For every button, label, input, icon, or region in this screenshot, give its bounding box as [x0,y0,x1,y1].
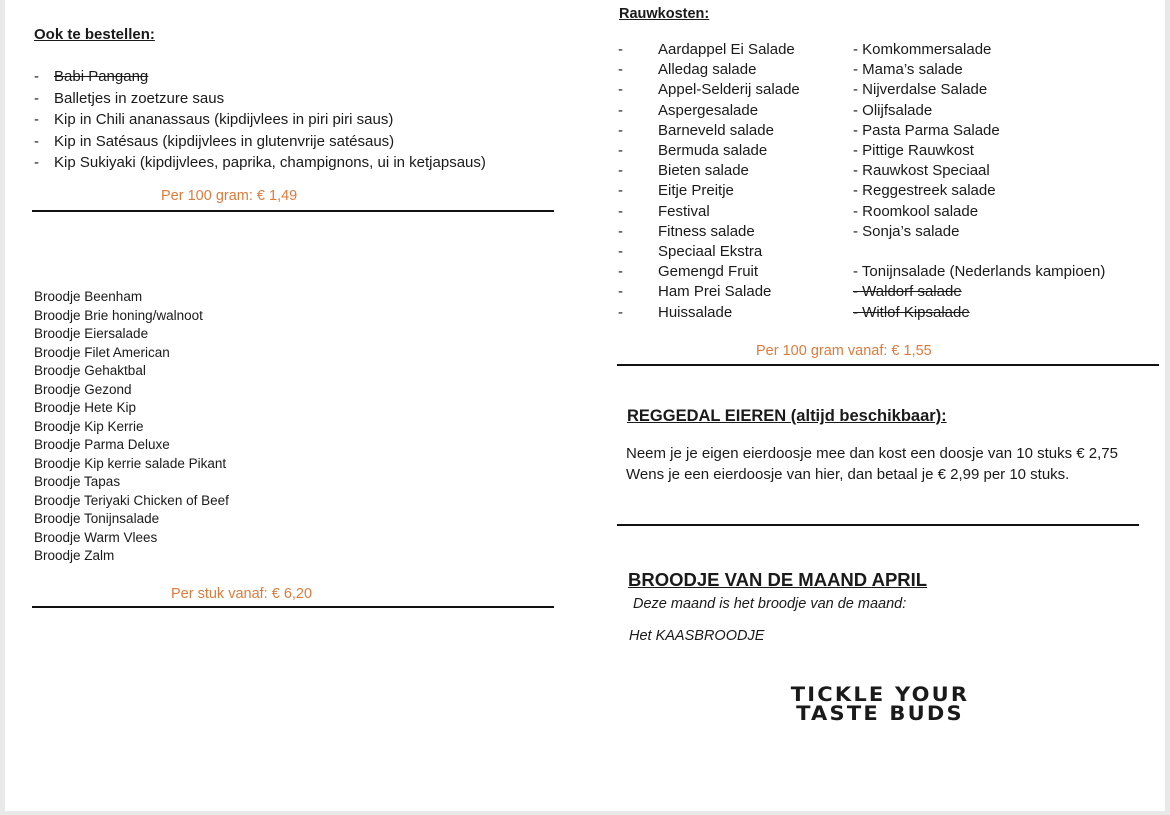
ook-item-text: Kip Sukiyaki (kipdijvlees, paprika, champignons, ui in ketjapsaus) [54,154,486,172]
rauwkost-dash: - [618,61,623,79]
ook-item [34,152,486,174]
rauwkost-item: Aardappel Ei Salade [658,41,795,58]
broodje-item: Broodje Tapas [34,474,121,489]
ook-item-dash: - [34,111,39,129]
rauwkost-dash: - [618,142,623,160]
ook-item-dash: - [34,89,39,107]
ook-item [34,88,486,110]
rauwkost-item: Bieten salade [658,162,749,180]
ook-item-text: Babi Pangang [54,68,149,85]
broodje-item: Broodje Zalm [34,548,115,563]
rauwkost-item: - Pasta Parma Salade [853,121,1000,139]
tickle-line-1: TICKLE YOUR [790,683,970,706]
maand-heading: BROODJE VAN DE MAAND APRIL [628,569,928,590]
broodje-item: Broodje Kip Kerrie [34,418,144,434]
rauwkosten-left-list [658,40,800,323]
rauwkosten-dashes [618,40,623,323]
broodje-item: Broodje Kip kerrie salade Pikant [34,455,227,471]
rauwkost-dash: - [618,222,623,240]
rauwkost-dash: - [618,303,623,321]
rauwkost-item: - Rauwkost Speciaal [853,162,990,180]
broodje-item: Broodje Hete Kip [34,400,137,415]
rauwkost-item: Aspergesalade [658,101,759,119]
rauwkost-item: Barneveld salade [658,121,774,139]
rauwkosten-price: Per 100 gram vanaf: € 1,55 [756,343,932,359]
broodje-item: Broodje Parma Deluxe [34,437,170,452]
broodje-item: Broodje Tonijnsalade [34,511,160,526]
maand-line-1: Deze maand is het broodje van de maand: [633,596,907,612]
rauwkost-item: Appel-Selderij salade [658,81,800,99]
ook-item-text: Kip in Chili ananassaus (kipdijvlees in piri piri saus) [54,111,394,129]
ook-item-dash: - [34,68,39,85]
ook-item-text: Kip in Satésaus (kipdijvlees in glutenvrije satésaus) [54,132,395,150]
broodje-item: Broodje Eiersalade [34,326,149,341]
ook-item [34,109,486,131]
broodje-item: Broodje Beenham [34,289,143,304]
ook-list [34,66,486,174]
rauwkost-dash: - [618,202,623,220]
rauwkosten-heading: Rauwkosten: [619,6,710,22]
menu-page [5,0,1165,811]
rauwkost-dash: - [618,263,623,281]
broodjes-list [34,288,229,566]
eieren-line-1: Neem je je eigen eierdoosje mee dan kost een doosje van 10 stuks € 2,75 [626,445,1118,462]
divider [617,524,1139,526]
rauwkost-item: - Mama’s salade [853,61,963,79]
maand-line-2: Het KAASBROODJE [629,628,765,644]
rauwkost-item: - Komkommersalade [853,41,992,58]
rauwkost-item: - Reggestreek salade [853,182,996,200]
broodje-item: Broodje Gehaktbal [34,363,146,378]
divider [32,210,554,212]
broodjes-price: Per stuk vanaf: € 6,20 [171,586,313,602]
tickle-line-2: TASTE BUDS [796,702,964,725]
rauwkost-item: Speciaal Ekstra [658,243,763,261]
broodje-item: Broodje Warm Vlees [34,529,158,545]
rauwkost-item [853,242,1105,262]
rauwkost-item: Bermuda salade [658,142,768,160]
divider [32,606,554,608]
eieren-line-2: Wens je een eierdoosje van hier, dan betaal je € 2,99 per 10 stuks. [626,466,1070,483]
ook-price: Per 100 gram: € 1,49 [161,188,298,204]
rauwkost-dash: - [618,81,623,99]
rauwkost-item: - Waldorf salade [853,283,962,301]
rauwkost-item: - Olijfsalade [853,101,933,119]
rauwkost-item: Gemengd Fruit [658,263,759,281]
ook-item [34,66,486,88]
rauwkost-dash: - [618,243,623,261]
rauwkost-item: Festival [658,202,710,220]
ook-item-dash: - [34,132,39,150]
ook-heading: Ook te bestellen: [34,26,155,43]
tickle-logo [740,685,1020,723]
rauwkost-dash: - [618,162,623,180]
rauwkost-item: Alledag salade [658,61,757,79]
divider [617,364,1159,366]
eieren-heading: REGGEDAL EIEREN (altijd beschikbaar): [627,407,947,425]
rauwkost-item: - Sonja’s salade [853,222,960,240]
broodje-item: Broodje Brie honing/walnoot [34,307,203,323]
rauwkost-item: - Tonijnsalade (Nederlands kampioen) [853,263,1106,281]
rauwkost-dash: - [618,101,623,119]
rauwkost-item: - Witlof Kipsalade [853,303,970,321]
rauwkost-dash: - [618,121,623,139]
rauwkosten-right-list [853,40,1105,323]
ook-item-text: Balletjes in zoetzure saus [54,89,225,107]
rauwkost-dash: - [618,41,623,58]
rauwkost-item: Huissalade [658,303,733,321]
rauwkost-item: Fitness salade [658,222,755,240]
rauwkost-dash: - [618,182,623,200]
rauwkost-item: Ham Prei Salade [658,283,772,301]
broodje-item: Broodje Filet American [34,344,170,360]
ook-item [34,131,486,153]
broodje-item: Broodje Teriyaki Chicken of Beef [34,492,229,508]
ook-item-dash: - [34,154,39,172]
broodje-item: Broodje Gezond [34,381,132,397]
rauwkost-item: - Roomkool salade [853,202,979,220]
rauwkost-item: Eitje Preitje [658,182,734,200]
rauwkost-item: - Pittige Rauwkost [853,142,974,160]
rauwkost-item: - Nijverdalse Salade [853,81,988,99]
rauwkost-dash: - [618,283,623,301]
